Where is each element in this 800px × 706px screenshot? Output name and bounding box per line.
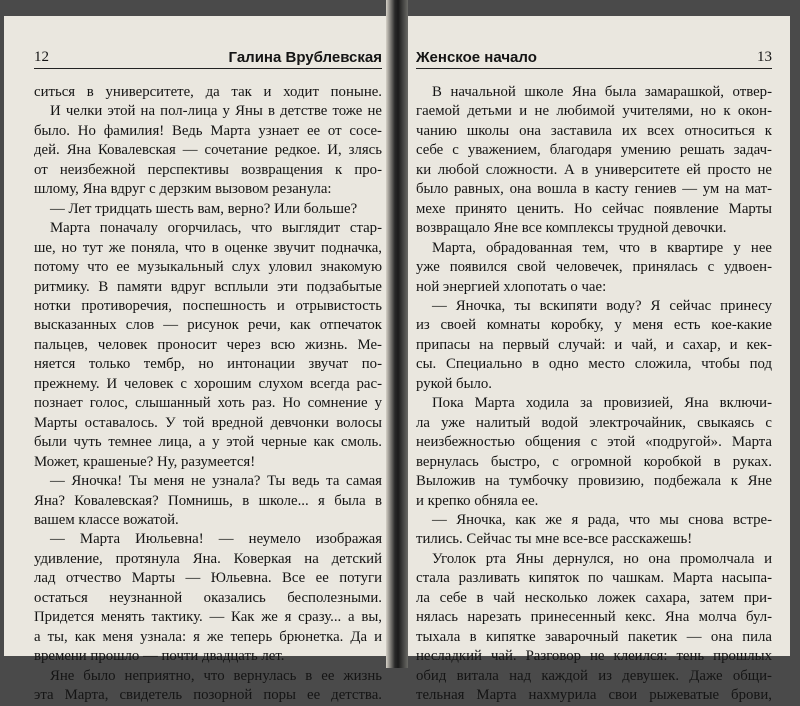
text-line: Пока Марта ходила за провизией, Яна включи- xyxy=(432,395,772,412)
text-line: возвращало Яне все комплексы трудной девочки. xyxy=(416,220,727,237)
text-line: от неизбежной перспективы возвращения к про- xyxy=(34,161,382,178)
text-line: мехе принято ценить. Но сейчас появление Марты xyxy=(416,200,772,217)
text-line: высказанных слов — рисунок речи, как отпечаток xyxy=(34,317,382,334)
text-line: ше, но тут же поняла, что в оценке звучит подначка, xyxy=(34,239,382,256)
left-page-text xyxy=(34,83,382,706)
text-line: Марта, обрадованная тем, что в квартире у нее xyxy=(432,239,772,256)
text-line: и крепко обняла ее. xyxy=(416,492,539,509)
text-line: — Лет тридцать шесть вам, верно? Или больше? xyxy=(50,200,358,217)
right-page-text xyxy=(416,83,772,706)
text-line: — Яночка, ты вскипяти воду? Я сейчас принесу xyxy=(432,297,772,314)
text-line: дей. Яна Ковалевская — сочетание редкое. И, злясь xyxy=(34,142,382,159)
text-line: сы. Специально в одно место сложила, чтобы под xyxy=(416,356,772,373)
text-line: нялась нарезать принесенный кекс. Яна молча бул- xyxy=(416,609,772,626)
text-line: ритмику. В памяти вдруг всплыли эти подзабытые xyxy=(34,278,382,295)
text-line: тельная Марта нахмурила свои рыжеватые брови, xyxy=(416,687,772,704)
text-line: Яне было неприятно, что вернулась в ее жизнь xyxy=(50,667,382,684)
text-line: пальцев, человек проносит через всю жизнь. Ме- xyxy=(34,336,382,353)
text-line: потому что ее музыкальный слух уловил знакомую xyxy=(34,259,382,276)
text-line: И челки этой на пол-лица у Яны в детстве тоже не xyxy=(50,103,382,120)
text-line: шлому, Яна вдруг с дерзким вызовом резанула: xyxy=(34,181,332,198)
text-line: гаемой детьми и не любимой учителями, но к окон- xyxy=(416,103,772,120)
text-line: познает голос, слышанный хоть раз. Но сомнение у xyxy=(34,395,382,412)
text-line: рукой было. xyxy=(416,375,493,392)
text-line: Марта поначалу огорчилась, что выглядит стар- xyxy=(50,220,382,237)
text-line: были чуть темнее лица, а у этой черные как смоль. xyxy=(34,434,382,451)
text-line: — Марта Июльевна! — неумело изображая xyxy=(50,531,382,548)
text-line: припасы на первый случай: и чай, и сахар, и кек- xyxy=(416,336,772,353)
text-line: Марты оставалось. У той вредной девчонки волосы xyxy=(34,414,382,431)
text-line: Яна? Ковалевская? Помнишь, в школе... я была в xyxy=(34,492,382,509)
right-page xyxy=(400,16,790,704)
text-line: чанию школы она заставила их всех относиться к xyxy=(416,122,772,139)
text-line: было. Но фамилия! Ведь Марта узнает ее от сосе- xyxy=(34,122,382,139)
running-head: Галина Врублевская xyxy=(228,49,382,66)
text-line: несладкий чай. Разговор не клеился: тень прошлых xyxy=(416,648,772,665)
page-number: 13 xyxy=(757,49,772,65)
text-line: нотки противоречия, поспешность и отрывистость xyxy=(34,297,382,314)
text-line: Придется менять тактику. — Как же я сразу... а вы, xyxy=(34,609,382,626)
book-gutter xyxy=(386,0,408,668)
text-line: вашем классе вожатой. xyxy=(34,511,179,528)
text-line: тились. Сейчас ты мне все-все расскажешь! xyxy=(416,531,693,548)
text-line: уже появился свой человечек, принялась с удвоен- xyxy=(416,259,772,276)
text-line: обид витала над каждой из девушек. Даже общи- xyxy=(416,667,772,684)
text-line: ки любой сложности. А в университете ей просто не xyxy=(416,161,772,178)
text-line: ной энергией хлопотать о чае: xyxy=(416,278,607,295)
text-line: вернулась быстро, с огромной коробкой в руках. xyxy=(416,453,772,470)
text-line: В начальной школе Яна была замарашкой, отвер- xyxy=(432,84,772,100)
text-line: — Яночка! Ты меня не узнала? Ты ведь та самая xyxy=(50,473,382,490)
text-line: Выложив на тумбочку провизию, подбежала к Яне xyxy=(416,473,772,490)
text-line: эта Марта, свидетель позорной поры ее детства. xyxy=(34,687,382,704)
text-line: няется только тембр, но интонации звучат по- xyxy=(34,356,382,373)
text-line: Может, крашеные? Ну, разумеется! xyxy=(34,453,256,470)
text-line: удивление, протянула Яна. Коверкая на детский xyxy=(34,550,382,567)
text-line: было равных, она вошла в касту гениев — ум на мат- xyxy=(416,181,772,198)
text-line: стала разливать кипяток по чашкам. Марта насыпа- xyxy=(416,570,772,587)
text-line: ла уже налитый водой электрочайник, свыкаясь с xyxy=(416,414,772,431)
text-line: ситься в университете, да так и ходит поныне. xyxy=(34,84,382,100)
page-number: 12 xyxy=(34,49,49,65)
running-head: Женское начало xyxy=(416,49,537,66)
text-line: неизбежностью общения с этой «подругой». Марта xyxy=(416,434,772,451)
left-page xyxy=(4,16,396,704)
text-line: а ты, как меня узнала: я же теперь брюнетка. Да и xyxy=(34,628,382,645)
text-line: лад отчество Марты — Юльевна. Все ее потуги xyxy=(34,570,382,587)
text-line: себе с уважением, благодаря умению решать задач- xyxy=(416,142,772,159)
text-line: из своей комнаты коробку, у меня есть кое-какие xyxy=(416,317,772,334)
text-line: времени прошло — почти двадцать лет. xyxy=(34,648,285,665)
text-line: Уголок рта Яны дернулся, но она промолчала и xyxy=(432,550,772,567)
text-line: прежнему. И человек с хорошим слухом всегда рас- xyxy=(34,375,382,392)
text-line: — Яночка, как же я рада, что мы снова встре- xyxy=(432,511,772,528)
text-line: ла себе в чай несколько ложек сахара, затем при- xyxy=(416,589,772,606)
text-line: остаться неузнанной оказались бесполезными. xyxy=(34,589,382,606)
right-page-header xyxy=(416,42,772,69)
left-page-header xyxy=(34,42,382,69)
text-line: тыхала в кипятке заварочный пакетик — она пила xyxy=(416,628,772,645)
